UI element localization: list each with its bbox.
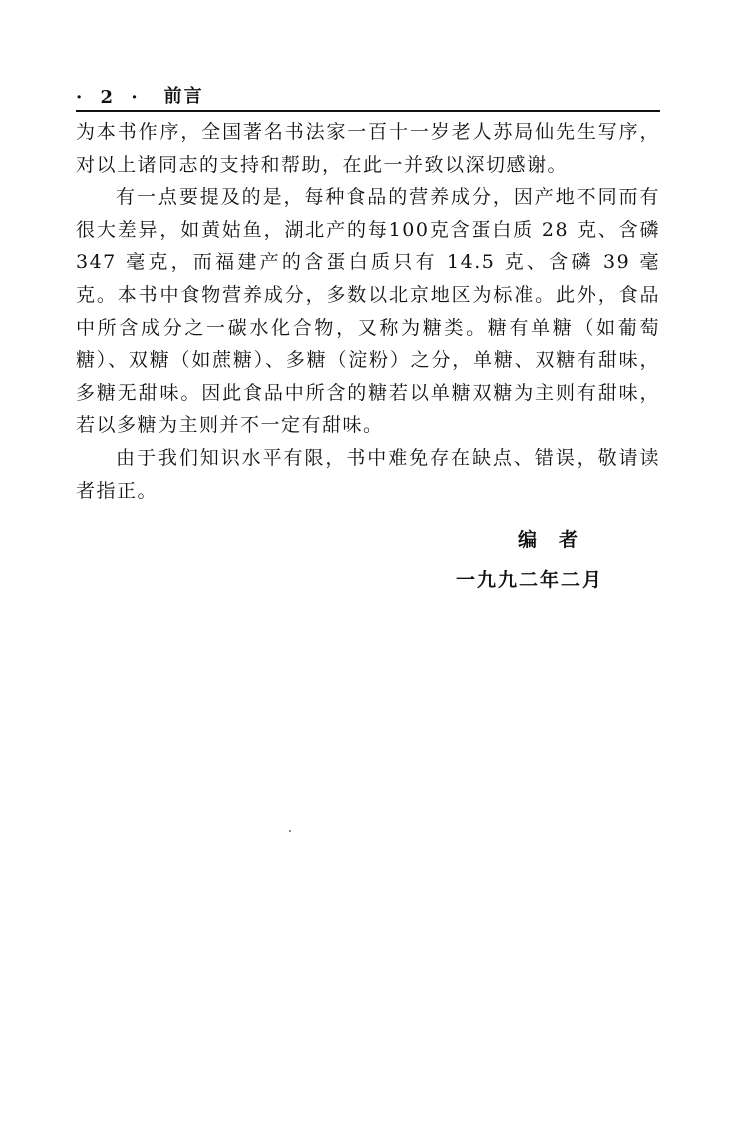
signature-block — [456, 524, 656, 596]
body-text — [76, 116, 660, 507]
paragraph-continued: 为本书作序，全国著名书法家一百十一岁老人苏局仙先生写序，对以上诸同志的支持和帮助，在此一并致以深切感谢。 — [76, 121, 660, 176]
page-number: · 2 · — [76, 87, 144, 108]
section-title: 前言 — [163, 86, 204, 107]
header-rule — [76, 110, 660, 112]
signature-date: 一九九二年二月 — [456, 569, 604, 591]
scan-speck — [289, 830, 291, 832]
paragraph-nutrition-note: 有一点要提及的是，每种食品的营养成分，因产地不同而有很大差异，如黄姑鱼，湖北产的每100克含蛋白质 28 克、含磷347 毫克，而福建产的含蛋白质只有 14.5 克、含磷 39 毫克。本书中食物营养成分，多数以北京地区为标准。此外，食品中所含成分之一碳水化合物，又称为糖类。糖有单糖（如葡萄糖）、双糖（如蔗糖）、多糖（淀粉）之分，单糖、双糖有甜味，多糖无甜味。因此食品中所含的糖若以单糖双糖为主则有甜味，若以多糖为主则并不一定有甜味。 — [76, 186, 660, 437]
paragraph-closing: 由于我们知识水平有限，书中难免存在缺点、错误，敬请读者指正。 — [76, 446, 660, 502]
signature-author: 编者 — [518, 529, 601, 551]
page-header — [76, 78, 660, 108]
